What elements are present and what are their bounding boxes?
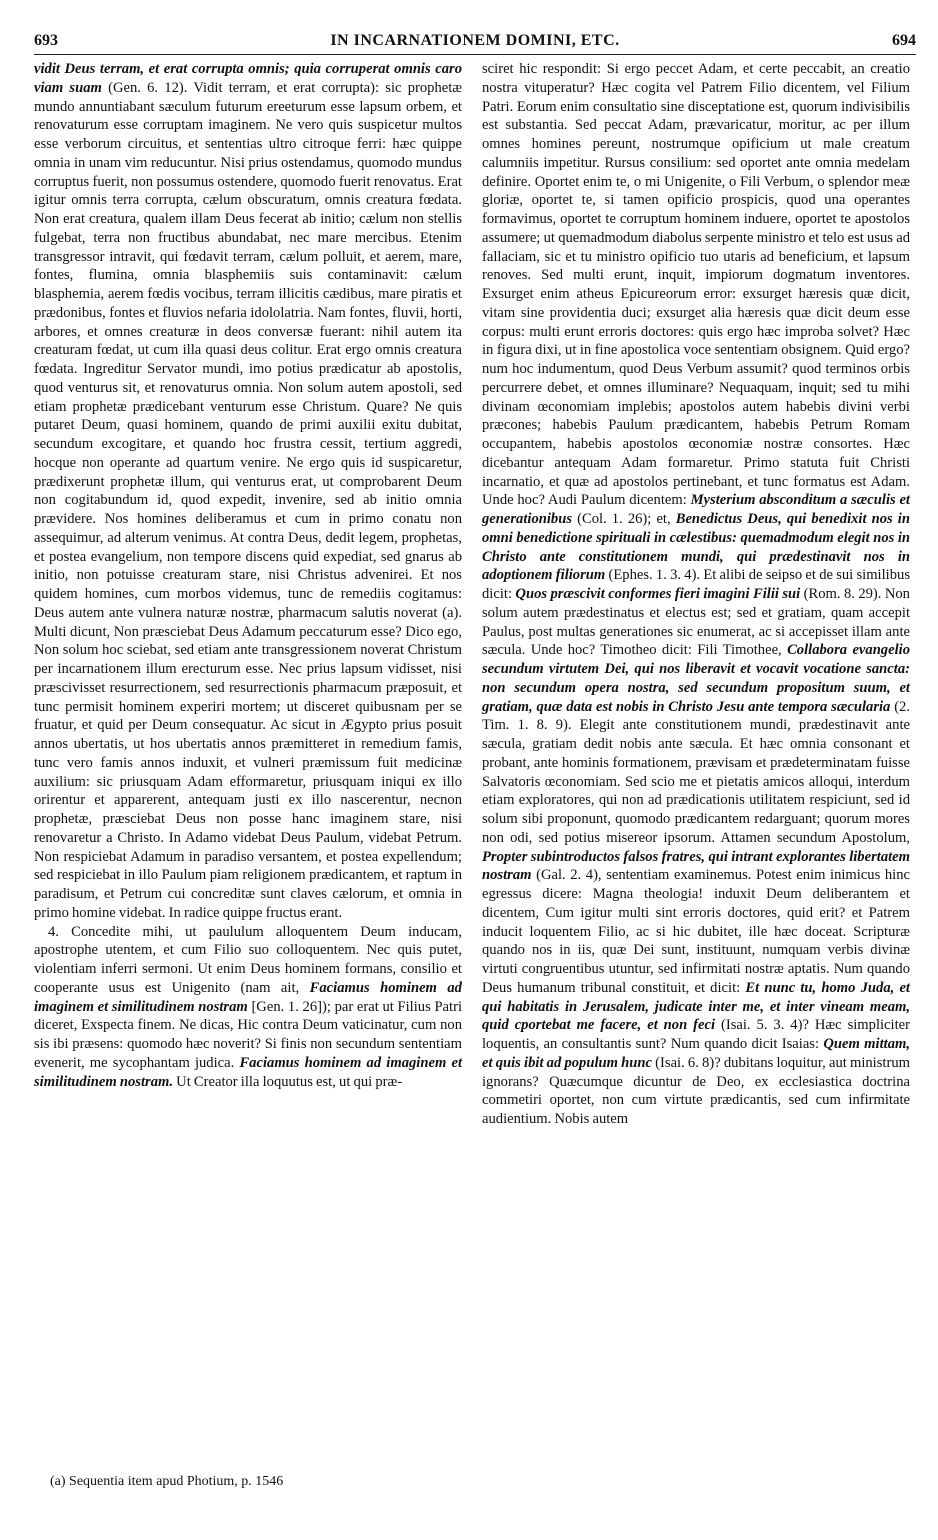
scripture-reference: (Isai. 6. 8)? (655, 1054, 721, 1071)
scripture-reference: (2. Tim. 1. 8. 9). (482, 698, 910, 734)
body-text: Hæc simpliciter loquentis, an consultantis sunt? Num quando dicit Isaias: (482, 1017, 910, 1052)
scripture-reference: (Isai. 5. 3. 4)? (720, 1017, 809, 1034)
scripture-quote: Propter subintroductos falsos fratres, qui intrant explorantes libertatem nostram (482, 848, 910, 884)
body-text: sententiam examinemus. Potest enim inimicus hinc egressus dicere: Magna theologia! induxit Deum deliberantem et dicentem, Cum igitur multi sint erroris doctores, quid erit? et Patrem inducit loquentem Filio, ac si hic dubitet, ille hæc doceat. Scripturæ quando nos in iis, quæ Dei sunt, instituunt, numquam verbis divinæ virtuti congruentibus utuntur, sed infirmitati nostræ aptatis. Num quando Deus humanum tribunal constituit, et dicit: (482, 867, 910, 996)
scripture-quote: Faciamus hominem ad imaginem et similitudinem nostram. (34, 1054, 462, 1090)
scripture-quote: Faciamus hominem ad imaginem et similitudinem nostram (34, 979, 462, 1015)
scripture-reference: (Gen. 6. 12). (108, 79, 188, 96)
scripture-reference: (Rom. 8. 29). (803, 586, 882, 602)
scripture-reference: (Ephes. 1. 3. 4). (608, 567, 701, 584)
body-text: Non solum autem prædestinatus et electus est; sed et gratiam, quam accepit Paulus, post multas generationes sic enumerat, ac si accepisset illam ante sæcula. Unde hoc? Timotheo dicit: Fili Timothee, (482, 586, 910, 659)
page-number-left: 693 (34, 32, 58, 49)
body-text: Vidit terram, et erat corrupta): sic prophetæ mundo annuntiabant sæculum futurum ereeturum esse lapsum orbem, et renovaturum esse corruptam imaginem. Ne vero quis suspicetur multos esse verborum circuitus, et sententias ultro citroque ferri: hæc quippe omnia in unam vim reducuntur. Nisi prius ostendamus, quomodo mundus corruptus fuerit, non possumus ostendere, quomodo fuerit renovatus. Erat igitur omnis terra corrupta, cælum obscuratum, omnis creatura fœdata. Non erat creatura, qualem illam Deus fecerat ab initio; cælum non stellis fulgebat, terra non fructibus abundabat, nec mare mercibus. Etenim transgressor intravit, qui fœdavit terram, cælum polluit, et aerem, mare, fontes, flumina, omnia blasphemiis suis contaminavit: cælum blasphemia, aerem fœdis vocibus, terram illicitis cædibus, mare piratis et prædonibus, fontes et fluvios nefaria idololatria. Nam fontes, fluvii, horti, arbores, et omnes creaturæ in deos conversæ fuerant: nihil autem ita creaturam fœdat, ut cum illa quasi deus colitur. Erat ergo omnis creatura fœdata. Ingreditur Servator mundi, imo potius prædicatur ab apostolis, quod venturus sit, et renovaturus omnia. Non solum autem apostoli, sed etiam prophetæ prædicebant venturum esse Christum. Quare? Ne quis putaret Deum, quasi hominem, quando de primi auxilii exitu dubitat, secundum excogitare, et quando hoc frustra cessit, tertium aggredi, hocque non operante ad quartum venire. Ne ergo quis id suspicaretur, prædixerunt prophetæ illum, qui venturus erat, ut comprobarent Deum non cogitabundum id, quod expedit, invenire, sed ab initio omnia prævidere. Nos homines deliberamus et cum in primo conatu non assequimur, ad alterum venimus. At contra Deus, dedit legem, prophetas, et postea evangelium, non tempore discens quid expediat, sed gnarus ab initio, non potuisse creaturam stare, nisi Christus advenirei. Et nos quidem homines, cum morbos videmus, tunc de remediis cogitamus: Deus autem ante vulnera naturæ nostræ, pharmacum salutis noverat (34, 79, 463, 621)
left-paragraph-1 (34, 60, 462, 923)
footnote-reference: (a). (442, 604, 462, 621)
right-paragraph (482, 60, 910, 1129)
body-text: 4. Concedite mihi, ut paululum alloquentem Deum inducam, apostrophe utentem, et cum Filio suo colloquentem. Nec quis putet, violentiam inferri sermoni. Ut enim Deus hominem formans, consilio et cooperante usus est Unigenito (nam ait, (34, 923, 462, 996)
footnote: (a) Sequentia item apud Photium, p. 1546 (50, 1474, 284, 1489)
left-paragraph-2 (34, 923, 462, 1092)
scripture-quote: Benedictus Deus, qui benedixit nos in omni benedictione spirituali in cælestibus: quemadmodum elegit nos in Christo ante constitutionem mundi, qui prædestinavit nos in adoptionem filiorum (482, 511, 910, 584)
body-text: Et alibi de seipso et de sui similibus dicit: (482, 567, 910, 602)
scripture-reference: (Col. 1. 26); (577, 511, 652, 527)
body-text: Multi dicunt, Non præsciebat Deus Adamum peccaturum esse? Dico ego, Non solum hoc sciebat, sed etiam ante transgressionem noverat Christum per incarnationem illum erecturum esse. Nec prius lapsum vidisset, nisi præscivisset resurrectionem, sed resurrectionis pharmacum præposuit, et tunc permisit hominem experiri mortem; ut disceret quibusnam per se fruatur, et quid per Deum consequatur. Ac sicut in Ægypto prius posuit annos ubertatis, ut hos ubertatis annos præmitteret in remedium famis, tunc vero famis annos induxit, et vulneri præmissum fuit medicinæ auxilium: sic priusquam Adam efformaretur, priusquam iniqui ex illo orirentur et apparerent, antequam justi ex illo nascerentur, necnon prophetæ, præsciebat Deus non posse hanc imaginem stare, nisi renovaretur a Christo. In Adamo videbat Deus Paulum, videbat Petrum. Non respiciebat Adamum in paradiso versantem, et postea expellendum; sed respiciebat in illo Paulum piam religionem prædicantem, et raptum in paradisum, et Petrum cui concreditæ sunt claves cælorum, et omnia in primo homine videbat. In radice quippe fructus erant. (34, 623, 462, 921)
running-title: IN INCARNATIONEM DOMINI, ETC. (330, 32, 620, 49)
scripture-quote: Et nunc tu, homo Juda, et qui habitatis in Jerusalem, judicate inter me, et inter vineam meam, quid cportebat me facere, et non feci (482, 979, 910, 1034)
body-text: sciret hic respondit: Si ergo peccet Adam, et certe peccabit, an creatio nostra vituperatur? Hæc cogita vel Patrem Filio dicentem, vel Filium Patri. Eorum enim consultatio sine disceptatione est, quorum indivisibilis est substantia. Sed peccat Adam, prævaricatur, moritur, ac per illum omnes homines pereunt, nostrumque opificium ut male creatum calumniis impetitur. Rursus consilium: sed oportet ante omnia medelam definire. Oportet enim te, o mi Unigenite, o Fili Verbum, o splendor meæ gloriæ, oportet te, si tamen opificio prospicis, quod una operantes formavimus, oportet te corruptum hominem induere, oportet te apostolos assumere; ut quemadmodum diabolus serpente ministro et telo est usus ad fallaciam, sic et tu ministro opificio tuo utaris ad beneficium, et lapsum renoves. Sed multi erunt, inquit, impiorum dogmatum inventores. Exsurget enim atheus Epicureorum error: exsurget hæresis quæ dicit, vitam sine providentia duci; exsurget alia hæresis quæ dicit deum esse corpus: multi erunt erroris doctores: quis ergo hæc improba solvet? Hæc in figura dixi, ut in fine apostolica voce sententiam obsignem. Quid ergo? num hoc indumentum, quod Deus Verbum assumit? quod terminos orbis percurrere debet, et omnes illuminare? Nequaquam, inquit; sed tu mihi divinam œconomiam implebis; apostolos autem habebis divini verbi præcones; habebis Paulum prædicantem, habebis Petrum Romam occupantem, habebis apostolos œconomiæ nostræ consortes. Hæc dicebantur antequam Adam formaretur. Primo statuta fuit Christi incarnatio, et quæ ad apostolos pertinebant, et tunc formatus est Adam. Unde hoc? Audi Paulum dicentem: (482, 61, 910, 509)
scripture-reference: [Gen. 1. 26]); (251, 998, 331, 1015)
right-column (482, 60, 910, 1530)
scripture-quote: Mysterium absconditum a sæculis et generationibus (482, 492, 910, 527)
body-text: Ut Creator illa loquutus est, ut qui præ- (176, 1073, 403, 1090)
running-header (34, 30, 916, 55)
page-number-right: 694 (892, 32, 916, 49)
body-text: dubitans loquitur, aut ministrum ignorans? Quæcumque dicuntur de Deo, ex ecclesiastica doctrina commetiri oportet, non cum virtute prædicantis, sed cum infirmitate audientium. Nobis autem (482, 1054, 910, 1127)
scripture-quote: vidit Deus terram, et erat corrupta omnis; quia corruperat omnis caro viam suam (34, 61, 462, 96)
body-text: Elegit ante constitutionem mundi, prædestinavit ante sæcula, gratiam dedit nobis ante sæcula. Et hæc omnia consonant et probant, ante hominis formationem, prævisam et prædeterminatam fuisse Salvatoris œconomiam. Sed scio me et pietatis amicos alloqui, interdum etiam exploratores, qui non ad prædicationis utilitatem respiciunt, sed id solum sibi proponunt, quomodo prædicantem redarguant; quorum mores non odi, sed potius misereor ipsorum. Attamen secundum Apostolum, (482, 717, 910, 846)
scripture-quote: Collabora evangelio secundum virtutem Dei, qui nos liberavit et vocavit vocatione sancta: non secundum opera nostra, sed secundum propositum suum, et gratiam, quæ data est nobis in Christo Jesu ante tempora sæcularia (482, 642, 910, 715)
body-text: par erat ut Filius Patri diceret, Exspecta finem. Ne dicas, Hic contra Deum vaticinatur, cum non sis ibi præsens: quomodo hæc noverit? Si finis non secundum sententiam evenerit, me sycophantam judica. (34, 998, 463, 1071)
scripture-reference: (Gal. 2. 4), (536, 867, 602, 884)
scripture-quote: Quos præscivit conformes fieri imagini Filii sui (515, 586, 801, 602)
body-text: et, (656, 511, 671, 527)
scripture-quote: Quem mittam, et quis ibit ad populum hunc (482, 1036, 910, 1071)
left-column (34, 60, 462, 1470)
